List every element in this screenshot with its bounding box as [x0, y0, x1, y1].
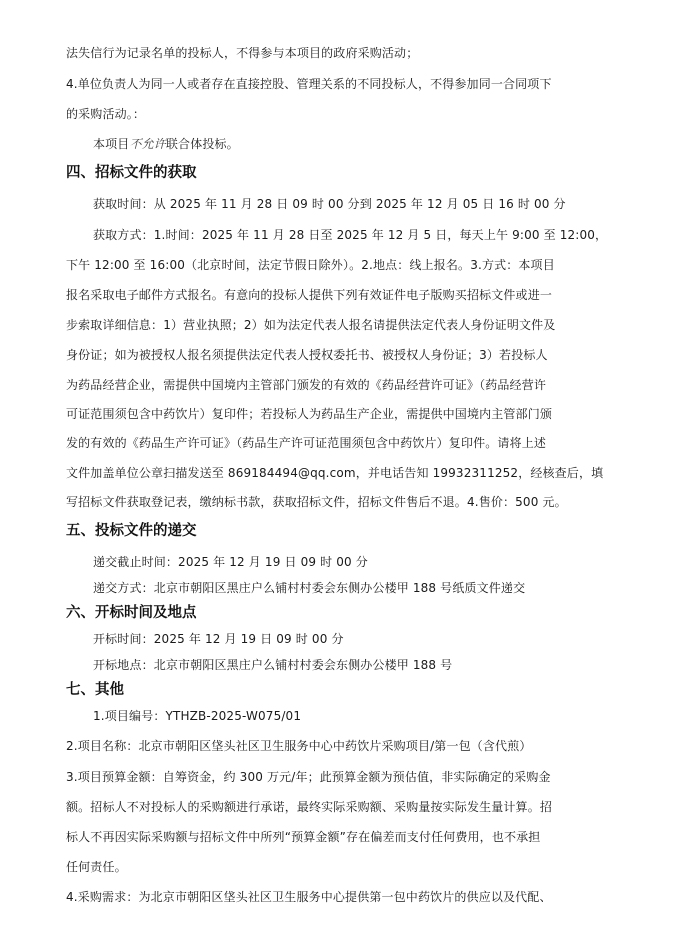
- text-line: 标人不再因实际采购额与招标文件中所列“预算金额”存在偏差而支付任何费用，也不承担: [66, 830, 541, 844]
- section-heading: 四、招标文件的获取: [66, 165, 197, 181]
- text-line: 身份证；如为被授权人报名须提供法定代表人授权委托书、被授权人身份证；3）若投标人: [66, 348, 548, 362]
- text-line: 的采购活动。：: [66, 107, 146, 121]
- text-line: 任何责任。: [66, 860, 127, 874]
- text-line: 文件加盖单位公章扫描发送至 869184494@qq.com，并电话告知 19932311252，经核查后，填: [66, 466, 604, 480]
- section-heading: 六、开标时间及地点: [66, 605, 197, 621]
- text-line: 可证范围须包含中药饮片）复印件；若投标人为药品生产企业，需提供中国境内主管部门颁: [66, 407, 553, 421]
- text-line: 步索取详细信息：1）营业执照；2）如为法定代表人报名请提供法定代表人身份证明文件及: [66, 318, 556, 332]
- consortium-suffix: 联合体投标。: [165, 137, 239, 151]
- consortium-prefix: 本项目: [93, 137, 130, 151]
- consortium-note: [93, 136, 239, 152]
- text-line: 下午 12:00 至 16:00（北京时间，法定节假日除外）。2.地点：线上报名。3.方式：本项目: [66, 258, 555, 272]
- text-line: 递交方式：北京市朝阳区黑庄户么铺村村委会东侧办公楼甲 188 号纸质文件递交: [93, 581, 526, 595]
- text-line: 递交截止时间：2025 年 12 月 19 日 09 时 00 分: [93, 555, 368, 569]
- text-line: 开标地点：北京市朝阳区黑庄户么铺村村委会东侧办公楼甲 188 号: [93, 658, 453, 672]
- section-heading: 七、其他: [66, 682, 124, 698]
- text-line: 报名采取电子邮件方式报名。有意向的投标人提供下列有效证件电子版购买招标文件或进一: [66, 288, 553, 302]
- text-line: 获取时间：从 2025 年 11 月 28 日 09 时 00 分到 2025 年 12 月 05 日 16 时 00 分: [93, 197, 566, 211]
- text-line: 1.项目编号：YTHZB-2025-W075/01: [93, 709, 302, 723]
- text-line: 4.单位负责人为同一人或者存在直接控股、管理关系的不同投标人，不得参加同一合同项下: [66, 77, 552, 91]
- section-heading: 五、投标文件的递交: [66, 523, 197, 539]
- text-line: 3.项目预算金额：自筹资金，约 300 万元/年；此预算金额为预估值，非实际确定的采购金: [66, 770, 551, 784]
- text-line: 法失信行为记录名单的投标人，不得参与本项目的政府采购活动；: [66, 46, 419, 60]
- consortium-emphasis: 不允许: [129, 137, 166, 151]
- text-line: 开标时间：2025 年 12 月 19 日 09 时 00 分: [93, 632, 344, 646]
- text-line: 写招标文件获取登记表，缴纳标书款，获取招标文件，招标文件售后不退。4.售价：500 元。: [66, 495, 567, 509]
- text-line: 为药品经营企业，需提供中国境内主管部门颁发的有效的《药品经营许可证》（药品经营许: [66, 378, 547, 392]
- text-line: 获取方式：1.时间：2025 年 11 月 28 日至 2025 年 12 月 5 日，每天上午 9:00 至 12:00，: [93, 228, 608, 242]
- text-line: 额。招标人不对投标人的采购额进行承诺，最终实际采购额、采购量按实际发生量计算。招: [66, 800, 553, 814]
- text-line: 2.项目名称：北京市朝阳区垡头社区卫生服务中心中药饮片采购项目/第一包（含代煎）: [66, 739, 532, 753]
- text-line: 发的有效的《药品生产许可证》（药品生产许可证范围须包含中药饮片）复印件。请将上述: [66, 436, 547, 450]
- text-line: 4.采购需求：为北京市朝阳区垡头社区卫生服务中心提供第一包中药饮片的供应以及代配、: [66, 890, 552, 904]
